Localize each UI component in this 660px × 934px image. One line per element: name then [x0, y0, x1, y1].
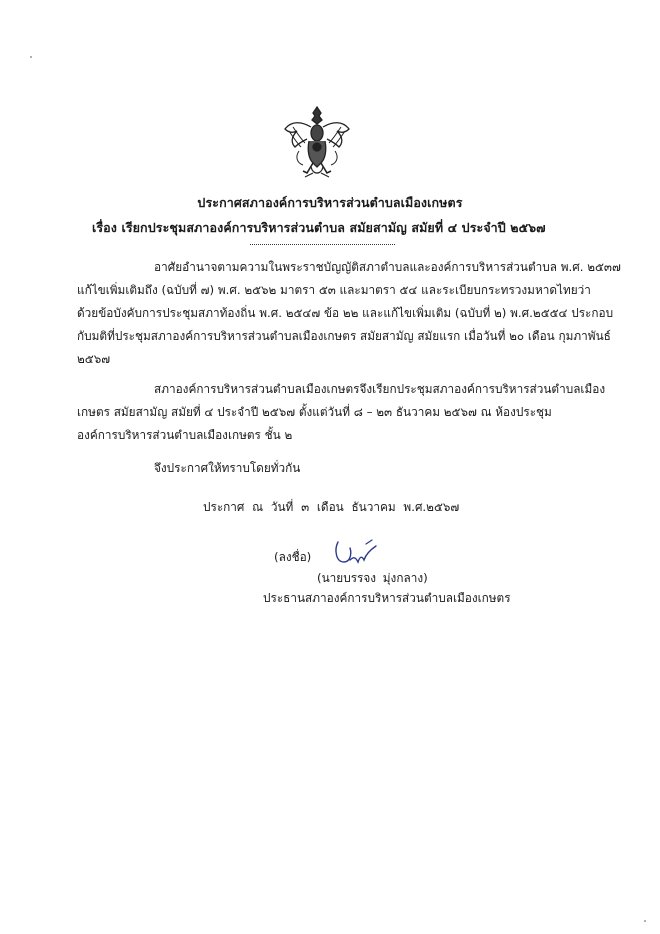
paragraph-line: แก้ไขเพิ่มเติมถึง (ฉบับที่ ๗) พ.ศ. ๒๕๖๒ มาตรา ๕๓ และมาตรา ๕๔ และระเบียบกระทรวงมหาดไทยว่า [77, 283, 591, 297]
scan-speck [644, 920, 646, 922]
paragraph-line: เกษตร สมัยสามัญ สมัยที่ ๔ ประจำปี ๒๕๖๗ ตั้งแต่วันที่ ๘ – ๒๓ ธันวาคม ๒๕๖๗ ณ ห้องประชุม [77, 405, 552, 419]
announcement-subject: เรื่อง เรียกประชุมสภาองค์การบริหารส่วนตำบล สมัยสามัญ สมัยที่ ๔ ประจำปี ๒๕๖๗ [92, 220, 546, 235]
paragraph-line: อาศัยอำนาจตามความในพระราชบัญญัติสภาตำบลและองค์การบริหารส่วนตำบล พ.ศ. ๒๕๓๗ [154, 260, 621, 274]
paragraph-line: องค์การบริหารส่วนตำบลเมืองเกษตร ชั้น ๒ [77, 428, 293, 442]
dotted-divider [250, 244, 395, 245]
signer-position: ประธานสภาองค์การบริหารส่วนตำบลเมืองเกษตร [263, 591, 511, 605]
body-paragraph-2 [77, 378, 605, 447]
signer-name: (นายบรรจง มุ่งกลาง) [317, 571, 428, 585]
signed-label: (ลงชื่อ) [274, 550, 312, 564]
paragraph-line: ด้วยข้อบังคับการประชุมสภาท้องถิ่น พ.ศ. ๒๕๔๗ ข้อ ๒๒ และแก้ไขเพิ่มเติม (ฉบับที่ ๒) พ.ศ.๒๕๕๔ ประกอบ [77, 306, 614, 320]
body-paragraph-3: จึงประกาศให้ทราบโดยทั่วกัน [154, 461, 301, 475]
announcement-date: ประกาศ ณ วันที่ ๓ เดือน ธันวาคม พ.ศ.๒๕๖๗ [203, 500, 460, 514]
paragraph-line: ๒๕๖๗ [77, 352, 111, 366]
garuda-emblem-icon [283, 103, 351, 181]
scan-speck [30, 56, 32, 58]
body-paragraph-1 [77, 256, 621, 371]
handwritten-signature [332, 534, 384, 570]
paragraph-line: กับมติที่ประชุมสภาองค์การบริหารส่วนตำบลเมืองเกษตร สมัยสามัญ สมัยแรก เมื่อวันที่ ๒๐ เดือน กุมภาพันธ์ [77, 329, 611, 343]
announcement-title: ประกาศสภาองค์การบริหารส่วนตำบลเมืองเกษตร [197, 195, 463, 210]
paragraph-line: สภาองค์การบริหารส่วนตำบลเมืองเกษตรจึงเรียกประชุมสภาองค์การบริหารส่วนตำบลเมือง [154, 382, 606, 396]
